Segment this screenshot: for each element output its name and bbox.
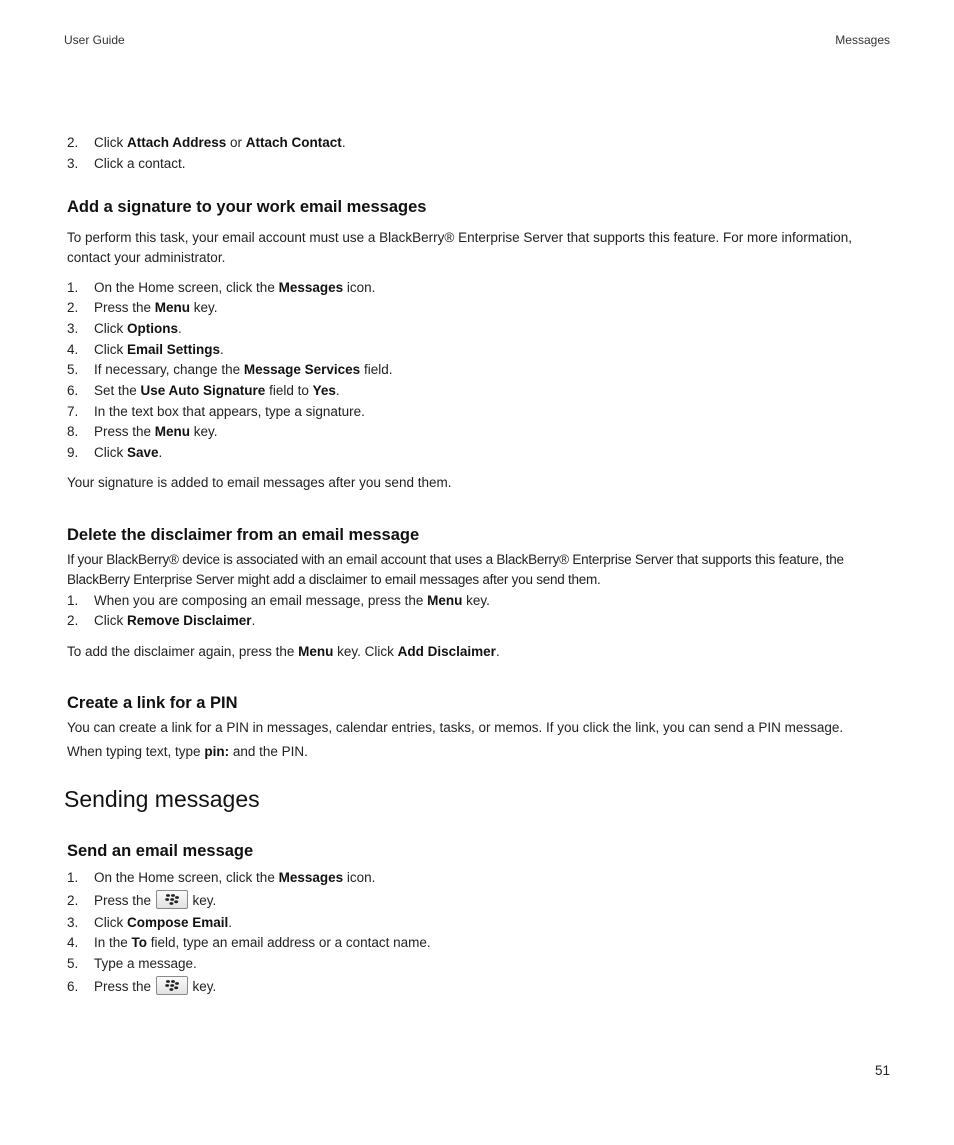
list-item: 6. Set the Use Auto Signature field to Yes. [67,383,340,398]
note-paragraph: To add the disclaimer again, press the Menu key. Click Add Disclaimer. [67,644,500,659]
list-item: 6. Press the key. [67,976,216,996]
list-item: 4. Click Email Settings. [67,342,224,357]
paragraph: You can create a link for a PIN in messages, calendar entries, tasks, or memos. If you click the link, you can send a PIN message. [67,720,844,735]
list-item: 2. Click Remove Disclaimer. [67,613,256,628]
running-header-left: User Guide [64,33,125,47]
section-heading: Delete the disclaimer from an email message [67,526,420,544]
section-heading: Add a signature to your work email messages [67,198,427,216]
list-item: 3. Click Compose Email. [67,915,233,930]
list-item: 1. On the Home screen, click the Messages icon. [67,870,376,885]
chapter-title: Sending messages [64,786,260,812]
section-heading: Create a link for a PIN [67,694,238,712]
page-number: 51 [874,1063,890,1078]
section-heading: Send an email message [67,842,254,860]
list-item: 5. Type a message. [67,956,197,971]
blackberry-menu-key-icon [156,976,188,995]
list-item: 7. In the text box that appears, type a signature. [67,404,365,419]
list-item: 3. Click a contact. [67,156,186,171]
list-item: 5. If necessary, change the Message Services field. [67,362,393,377]
blackberry-menu-key-icon [156,890,188,909]
list-item: 2. Press the key. [67,890,216,910]
list-item: 9. Click Save. [67,445,163,460]
list-item: 4. In the To field, type an email address or a contact name. [67,935,431,950]
list-item: 3. Click Options. [67,321,182,336]
result-paragraph: Your signature is added to email messages after you send them. [67,475,452,490]
intro-paragraph: To perform this task, your email account must use a BlackBerry® Enterprise Server that supports this feature. For more information, contact your administrator. [67,230,853,265]
paragraph: When typing text, type pin: and the PIN. [67,744,308,759]
list-item: 2. Press the Menu key. [67,300,218,315]
intro-paragraph: If your BlackBerry® device is associated with an email account that uses a BlackBerry® Enterprise Server that supports this feature, the BlackBerry Enterprise Server might add a disclaimer to email messages after you send them. [67,552,844,587]
list-item: 2. Click Attach Address or Attach Contact. [67,135,346,150]
list-item: 1. When you are composing an email message, press the Menu key. [67,593,490,608]
running-header-right: Messages [835,33,890,47]
list-item: 8. Press the Menu key. [67,424,218,439]
list-item: 1. On the Home screen, click the Messages icon. [67,280,376,295]
